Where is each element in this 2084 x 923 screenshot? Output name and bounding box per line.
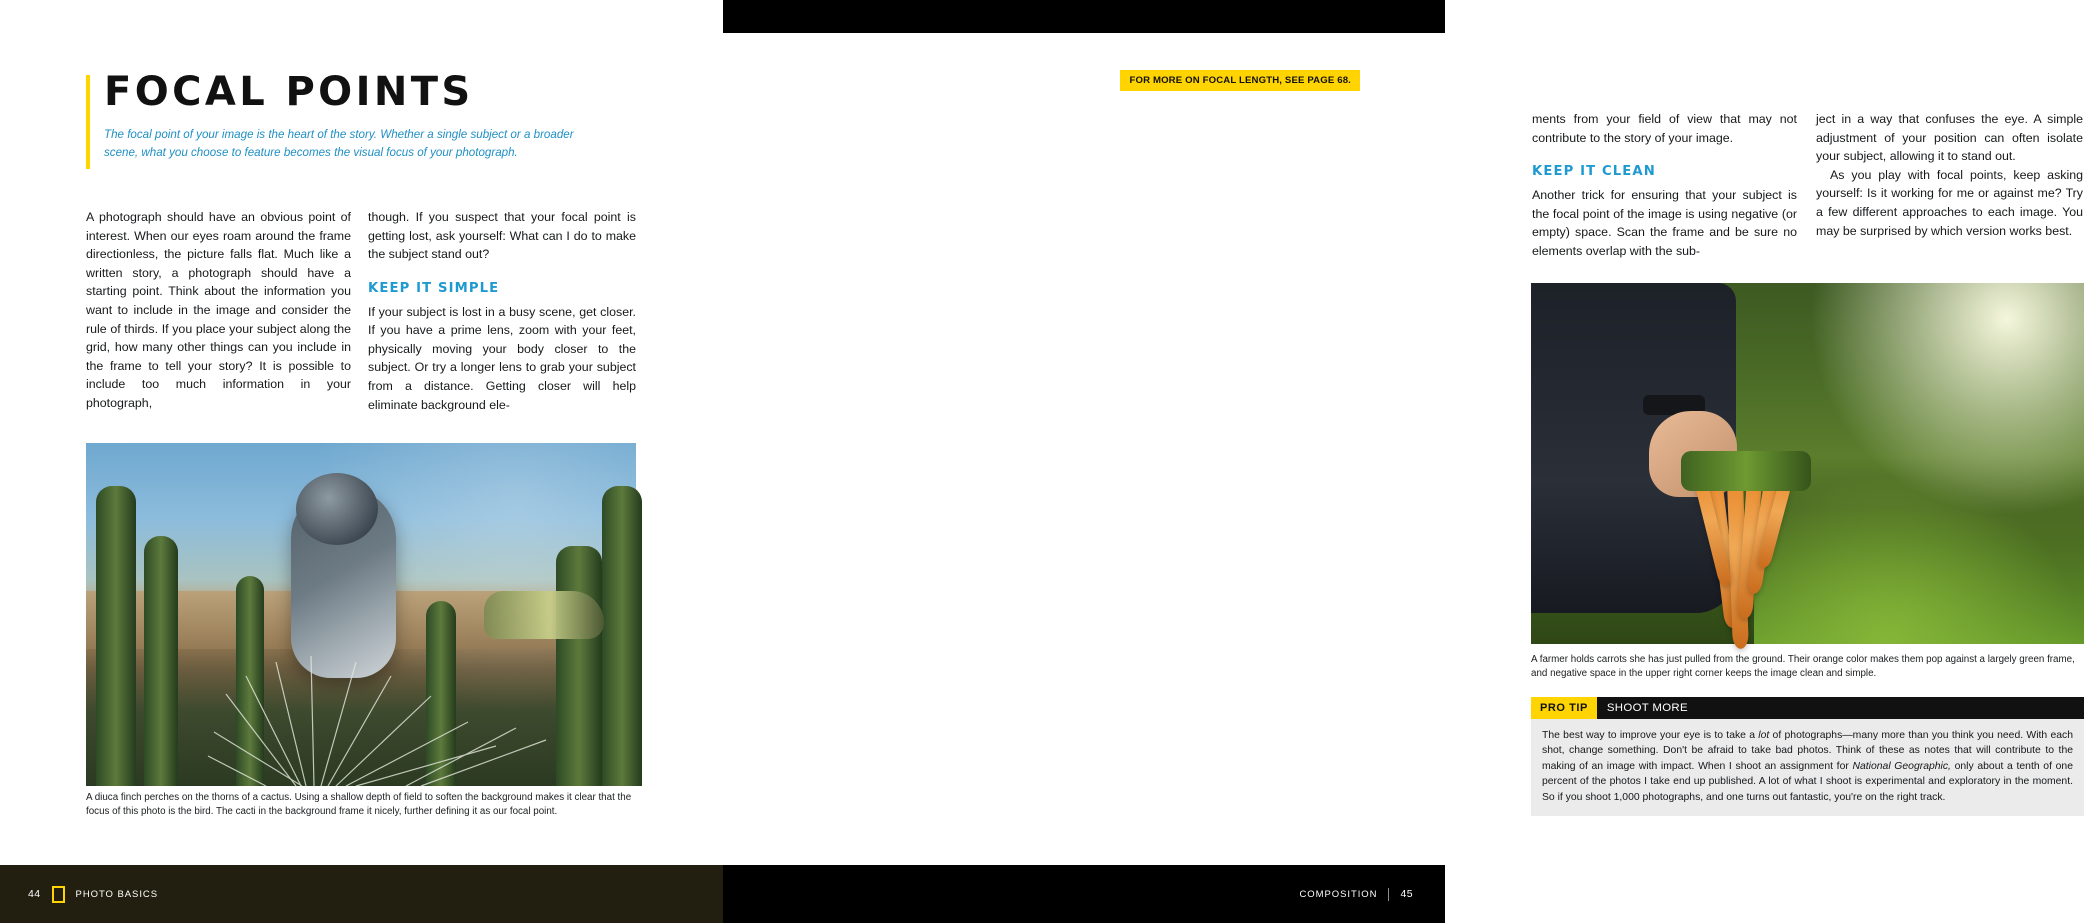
footer-divider: [1388, 888, 1389, 901]
paragraph: A photograph should have an obvious point of interest. When our eyes roam around the frame directionless, the picture falls flat. Much like a written story, a photograph should have a starting point. Think about the information you want to include in the image and consider the rule of thirds. If you place your subject along the grid, how many other things can you include in the frame to tell your story? It is possible to include too much information in your photograph,: [86, 210, 351, 411]
pro-tip-title: SHOOT MORE: [1606, 702, 1688, 714]
footer-right: [1299, 865, 1413, 923]
page-deck: The focal point of your image is the heart of the story. Whether a single subject or a broader scene, what you choose to feature becomes the visual focus of your photograph.: [104, 128, 574, 159]
paragraph: If your subject is lost in a busy scene, get closer. If you have a prime lens, zoom with your feet, physically moving your body closer to the subject. Or try a longer lens to grab your subject from a distance. Getting closer will help eliminate background ele-: [368, 304, 636, 412]
pro-tip-emphasis-natgeo: National Geographic,: [1852, 760, 1951, 772]
pro-tip-flag: PRO TIP: [1531, 697, 1597, 719]
secondary-bird-shape: [484, 591, 604, 639]
left-column-1: [86, 208, 351, 413]
left-column-2: [368, 208, 636, 414]
paragraph: ject in a way that confuses the eye. A simple adjustment of your position can often isolate your subject, allowing it to stand out.: [1816, 112, 2083, 164]
cactus-shape: [602, 486, 642, 786]
left-page: [0, 0, 723, 865]
pro-tip-header: [1531, 697, 2084, 719]
photo-farmer-holding-carrots: [1531, 283, 2084, 644]
paragraph: As you play with focal points, keep asking yourself: Is it working for me or against me? Try a few different approaches to each image. You may be surprised by which version works best.: [1816, 167, 2083, 238]
paragraph: though. If you suspect that your focal point is getting lost, ask yourself: What can I do to make the subject stand out?: [368, 210, 636, 262]
subhead-keep-it-simple: KEEP IT SIMPLE: [368, 280, 500, 296]
photo-diuca-finch-on-cactus: [86, 443, 636, 786]
pro-tip-body: [1531, 719, 2084, 816]
finch-head-shape: [296, 473, 378, 545]
cross-reference-note: FOR MORE ON FOCAL LENGTH, SEE PAGE 68.: [1120, 70, 1360, 91]
subhead-keep-it-clean: KEEP IT CLEAN: [1532, 164, 1656, 180]
right-section-label: COMPOSITION: [1299, 888, 1378, 900]
paragraph: ments from your field of view that may not contribute to the story of your image.: [1532, 112, 1797, 145]
footer-left: [28, 865, 158, 923]
national-geographic-logo-icon: [52, 886, 65, 903]
pro-tip-text-1: The best way to improve your eye is to take a: [1542, 730, 1759, 741]
right-page: [723, 0, 2083, 865]
paragraph: Another trick for ensuring that your subject is the focal point of the image is using negative (or empty) space. Scan the frame and be sure no elements overlap with the sub-: [1532, 188, 1797, 258]
cactus-shape: [144, 536, 178, 786]
carrot-tops-shape: [1681, 451, 1811, 491]
pro-tip-text-2: of photographs—many more than you think you need. With each shot, change something. Don't be afraid to take bad photos. Think of these as notes that will contribute to the making of an image with impact. When I shoot an assignment for: [1542, 730, 2073, 772]
title-block: [86, 69, 646, 162]
cactus-shape: [96, 486, 136, 786]
pro-tip-box: [1531, 697, 2084, 816]
left-section-label: PHOTO BASICS: [75, 888, 159, 900]
right-page-number: 45: [1400, 888, 1413, 900]
pro-tip-emphasis-lot: lot: [1758, 730, 1770, 741]
right-column-2: [1816, 110, 2083, 240]
left-page-number: 44: [28, 888, 41, 900]
pro-tip-text-3: only about a tenth of one percent of the photos I take end up published. A lot of what I shoot is experimental and exploratory in the moment. So if you shoot 1,000 photographs, and one turns out fantastic, you're on the right track.: [1542, 760, 2073, 803]
spines-svg: [206, 636, 586, 786]
right-photo-caption: A farmer holds carrots she has just pulled from the ground. Their orange color makes them pop against a largely green frame, and negative space in the upper right corner keeps the image clean and simple.: [1531, 654, 2075, 679]
right-column-1: [1532, 110, 1797, 260]
cactus-spines: [206, 636, 586, 786]
left-photo-caption: A diuca finch perches on the thorns of a cactus. Using a shallow depth of field to soften the background makes it clear that the focus of this photo is the bird. The cacti in the background frame it nicely, further defining it as our focal point.: [86, 792, 632, 817]
foliage-shape: [1754, 474, 2084, 644]
page-title: FOCAL POINTS: [104, 69, 474, 115]
